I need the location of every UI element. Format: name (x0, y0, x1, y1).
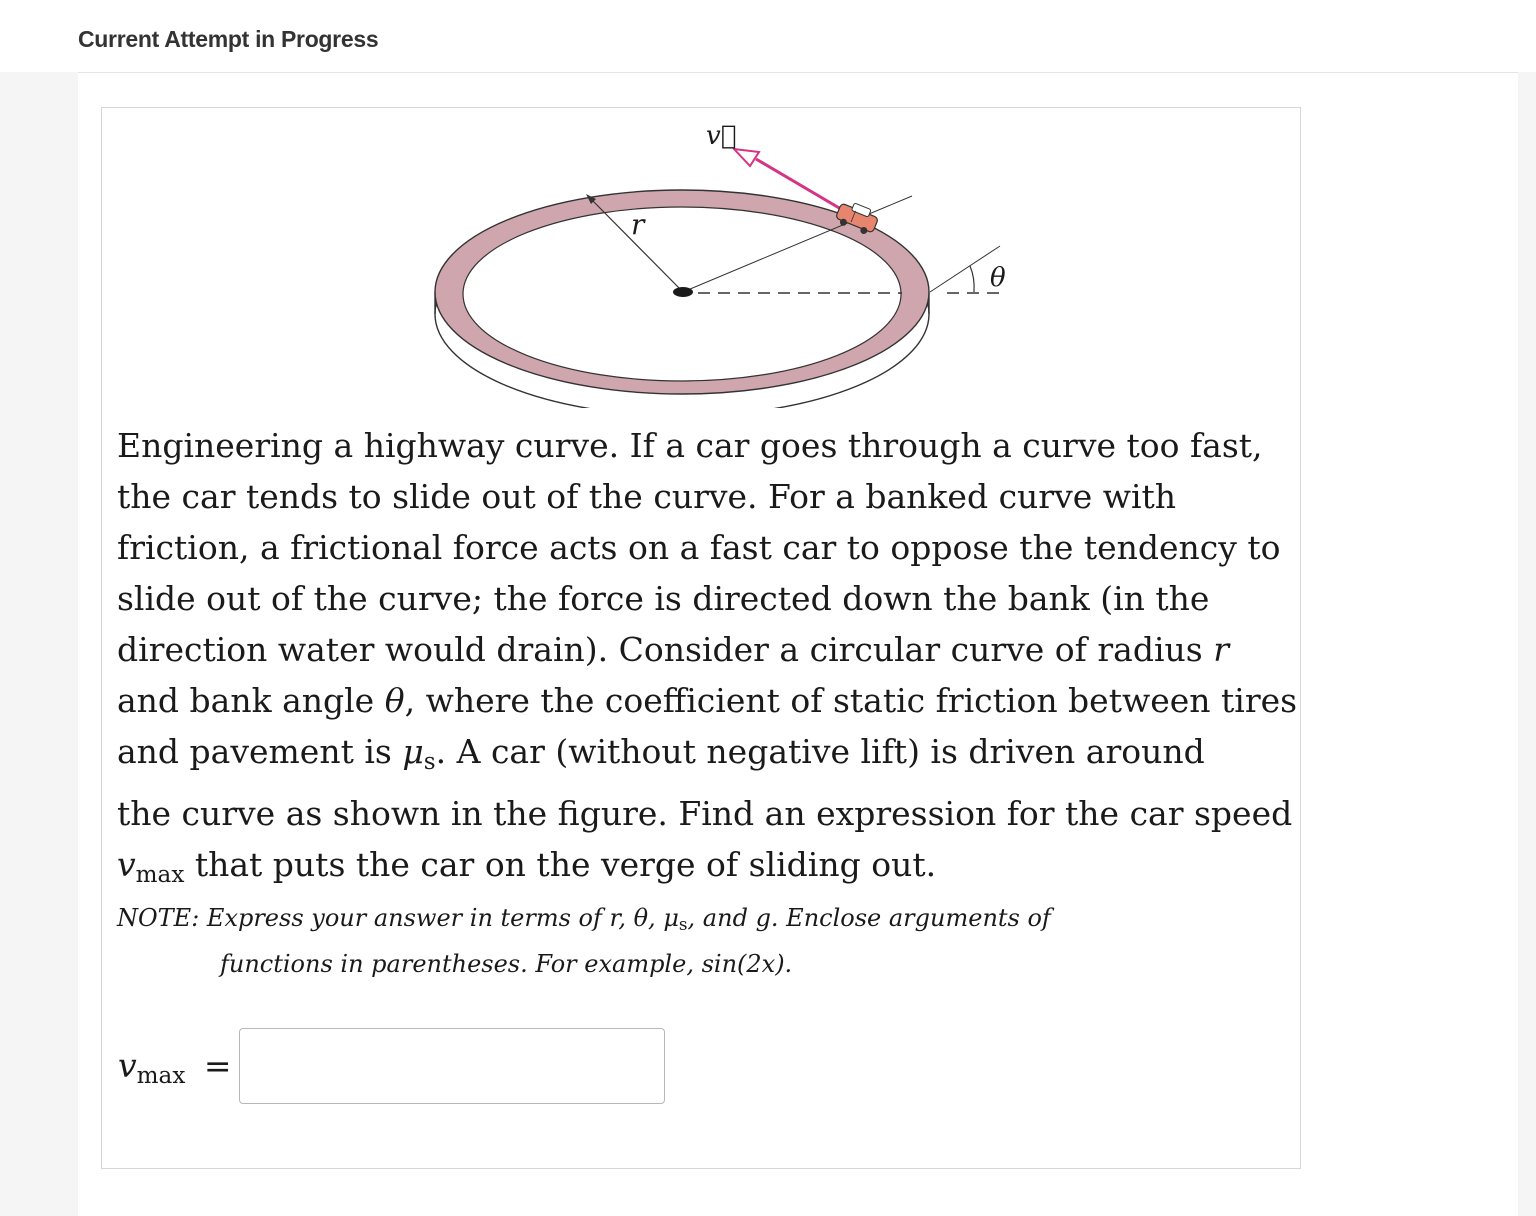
note-mu-subscript: s (678, 914, 688, 935)
problem-line (117, 726, 1277, 788)
problem-text-run: direction water would drain). Consider a circular curve of radius (117, 630, 1203, 669)
problem-line (117, 624, 1277, 675)
answer-var: v (118, 1046, 137, 1085)
bank-angle-arc (970, 266, 974, 292)
radius-symbol: r (1213, 630, 1229, 669)
problem-text-run: and pavement is (117, 732, 392, 771)
problem-text-run: . A car (without negative lift) is driven around (435, 732, 1205, 771)
page-title: Current Attempt in Progress (78, 26, 379, 52)
vmax-symbol: v (117, 844, 136, 884)
problem-text-run: that puts the car on the verge of sliding out. (194, 844, 937, 884)
radius-label: r (631, 208, 645, 241)
theta-symbol: θ (384, 681, 405, 720)
problem-line: slide out of the curve; the force is directed down the bank (in the (117, 579, 1210, 618)
problem-line (117, 675, 1298, 726)
answer-note (117, 898, 1217, 984)
problem-text-run: and bank angle (117, 681, 375, 720)
answer-var-subscript: max (136, 1062, 186, 1089)
problem-line: friction, a frictional force acts on a fast car to oppose the tendency to (117, 528, 1281, 567)
center-point (673, 287, 693, 297)
problem-line (117, 839, 1277, 901)
note-text: NOTE: Express your answer in terms of r, θ, μ (117, 904, 679, 932)
velocity-arrowhead (734, 149, 759, 166)
note-line (117, 898, 1217, 944)
note-text: , and g. Enclose arguments of (687, 904, 1051, 932)
mu-subscript: s (423, 748, 436, 775)
banked-curve-figure (102, 108, 1300, 408)
problem-line: the curve as shown in the figure. Find an expression for the car speed (117, 793, 1293, 833)
problem-line: the car tends to slide out of the curve. For a banked curve with (117, 477, 1177, 516)
equals-sign: = (203, 1046, 232, 1085)
answer-input[interactable] (239, 1028, 665, 1104)
velocity-label: v⃗ (706, 121, 737, 151)
problem-text-run: , where the coefficient of static friction between tires (404, 681, 1298, 720)
answer-label (118, 1046, 232, 1089)
problem-line: Engineering a highway curve. If a car goes through a curve too fast, (117, 426, 1263, 465)
angle-label: θ (990, 263, 1006, 293)
problem-statement (117, 420, 1298, 901)
mu-symbol: μ (402, 732, 424, 771)
note-line: functions in parentheses. For example, sin(2x). (220, 950, 793, 979)
question-card (101, 107, 1301, 1169)
vmax-subscript: max (135, 861, 185, 888)
page-header (0, 0, 1536, 72)
